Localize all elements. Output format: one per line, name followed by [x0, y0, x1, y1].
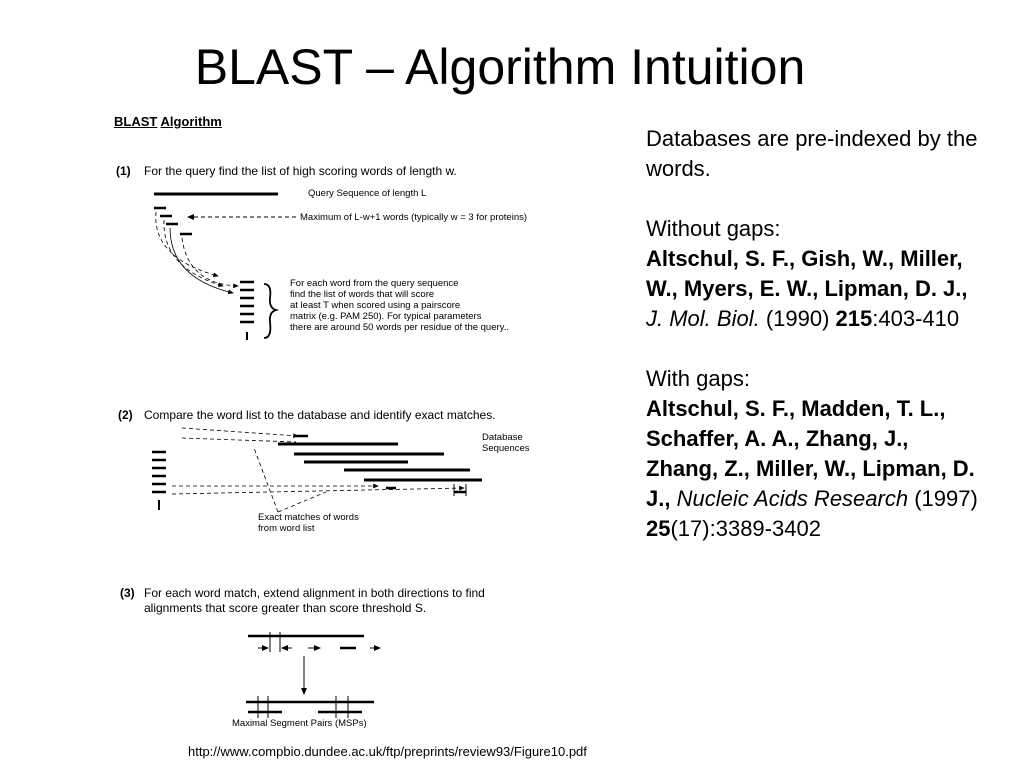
extension-pair-top	[248, 632, 380, 652]
step1-note-line: find the list of words that will score	[290, 289, 435, 300]
reference-1	[646, 214, 986, 334]
matches-pointer	[254, 448, 278, 512]
ref1-pages: :403-410	[872, 306, 960, 331]
blast-algorithm-figure	[108, 108, 548, 738]
ref1-journal: J. Mol. Biol.	[646, 306, 760, 331]
matches-pointer	[278, 492, 326, 512]
word-expansion-arrow	[156, 212, 218, 276]
figure-heading-algorithm: Algorithm	[160, 114, 222, 129]
query-label: Query Sequence of length L	[308, 188, 427, 199]
ref2-pages: (17):3389-3402	[670, 516, 821, 541]
reference-2	[646, 364, 986, 544]
ref2-volume: 25	[646, 516, 671, 541]
source-url[interactable]: http://www.compbio.dundee.ac.uk/ftp/preprints/review93/Figure10.pdf	[188, 744, 587, 759]
step2-number: (2)	[118, 408, 133, 422]
ref2-journal: Nucleic Acids Research	[676, 486, 909, 511]
figure-heading-blast: BLAST	[114, 114, 158, 129]
msp-pair-bottom	[246, 696, 374, 718]
database-sequences	[278, 436, 482, 496]
step1-note-line: at least T when scored using a pairscore	[290, 300, 461, 311]
without-gaps-heading: Without gaps:	[646, 216, 781, 241]
step1-note-line: there are around 50 words per residue of the query..	[290, 322, 509, 333]
slide-title: BLAST – Algorithm Intuition	[194, 39, 806, 95]
words-label: Maximum of L-w+1 words (typically w = 3 for proteins)	[300, 212, 528, 223]
references-panel	[646, 124, 986, 574]
match-arrow	[182, 428, 298, 436]
query-word-list-stack	[152, 452, 166, 510]
matches-label: from word list	[258, 523, 315, 534]
msp-label: Maximal Segment Pairs (MSPs)	[232, 718, 367, 729]
step1-note-line: matrix (e.g. PAM 250). For typical parameters	[290, 311, 482, 322]
ref1-year: (1990)	[765, 306, 830, 331]
step1-text: For the query find the list of high scoring words of length w.	[144, 164, 457, 178]
step1-note-line: For each word from the query sequence	[290, 278, 459, 289]
intro-text: Databases are pre-indexed by the words.	[646, 126, 978, 181]
ref2-authors: Altschul, S. F., Madden, T. L., Schaffer, A. A., Zhang, J., Zhang, Z., Miller, W., Lipman, D. J.,	[646, 396, 975, 511]
match-arrow	[172, 488, 464, 494]
word-list-brace	[264, 284, 276, 338]
step3-text-line1: For each word match, extend alignment in both directions to find	[144, 586, 485, 600]
ref2-year: (1997)	[914, 486, 978, 511]
step1-number: (1)	[116, 164, 131, 178]
ref1-authors: Altschul, S. F., Gish, W., Miller, W., Myers, E. W., Lipman, D. J.,	[646, 246, 968, 301]
database-label: Database	[482, 432, 523, 443]
match-arrow	[182, 438, 296, 442]
step2-text: Compare the word list to the database and identify exact matches.	[144, 408, 496, 422]
word-expansion-arrow	[182, 238, 238, 286]
word-list-stack	[240, 282, 254, 340]
database-label: Sequences	[482, 443, 530, 454]
figure-heading	[114, 114, 222, 129]
step3-text-line2: alignments that score greater than score threshold S.	[144, 601, 427, 615]
matches-label: Exact matches of words	[258, 512, 359, 523]
with-gaps-heading: With gaps:	[646, 366, 750, 391]
figure-diagram	[108, 108, 548, 738]
word-expansion-arrow	[170, 228, 233, 293]
ref1-volume: 215	[835, 306, 873, 331]
step3-number: (3)	[120, 586, 135, 600]
